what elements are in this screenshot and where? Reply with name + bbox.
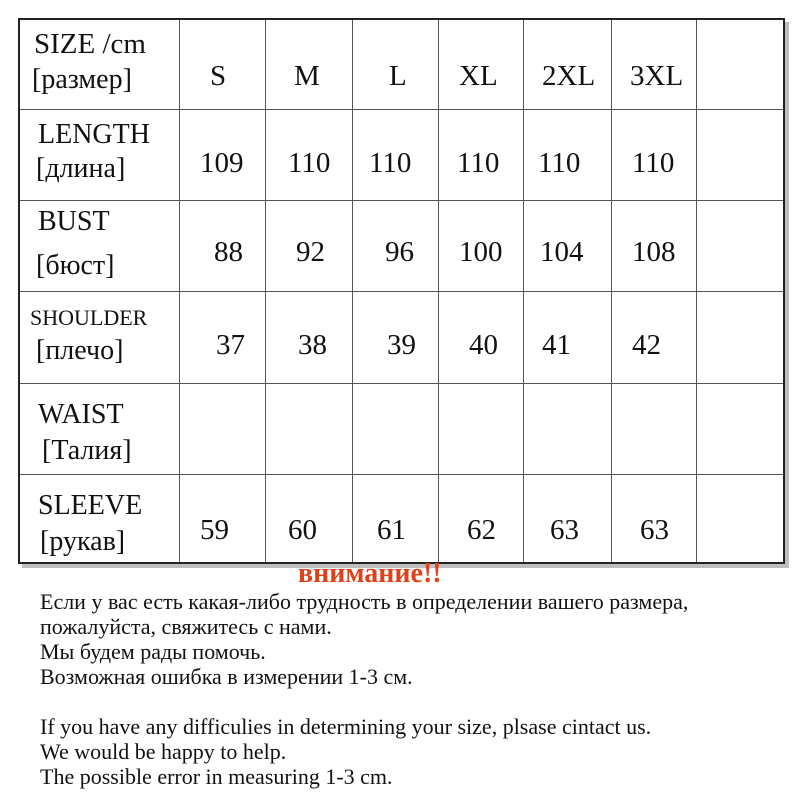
value: 110 <box>538 147 581 179</box>
value-cell <box>353 109 439 200</box>
size-header-cell <box>697 20 783 109</box>
value: 92 <box>296 236 325 268</box>
value-cell <box>353 383 439 474</box>
value-cell <box>439 474 524 562</box>
table-row <box>20 291 783 384</box>
row-label-en: BUST <box>38 206 110 237</box>
notice-en-line: The possible error in measuring 1-3 cm. <box>40 764 393 789</box>
value: 42 <box>632 329 661 361</box>
notice-en-line: We would be happy to help. <box>40 739 287 764</box>
row-label-cell <box>20 109 180 200</box>
value-cell <box>524 109 612 200</box>
value: 88 <box>214 236 243 268</box>
size-header-s: S <box>210 60 227 92</box>
value-cell <box>353 474 439 562</box>
notice-en-line: If you have any difficulies in determining your size, plsase cintact us. <box>40 714 652 739</box>
value-cell <box>266 291 353 383</box>
value-cell <box>266 200 353 291</box>
value: 39 <box>387 329 416 361</box>
size-header-cell <box>353 20 439 109</box>
value: 108 <box>632 236 676 268</box>
row-label-ru: [бюст] <box>36 250 115 281</box>
value-cell <box>524 474 612 562</box>
value: 60 <box>288 514 317 546</box>
table-row <box>20 474 783 562</box>
table-row <box>20 383 783 475</box>
size-header-cell <box>266 20 353 109</box>
value: 104 <box>540 236 584 268</box>
value-cell <box>180 474 266 562</box>
value-cell <box>697 109 783 200</box>
size-chart-table <box>18 18 785 564</box>
notice-ru-line: Если у вас есть какая-либо трудность в определении вашего размера, <box>40 589 689 614</box>
value: 110 <box>457 147 500 179</box>
value-cell <box>180 109 266 200</box>
size-header-cell <box>524 20 612 109</box>
value: 109 <box>200 147 244 179</box>
value: 110 <box>288 147 331 179</box>
value: 61 <box>377 514 406 546</box>
notice-ru-line: пожалуйста, свяжитесь с нами. <box>40 614 332 639</box>
row-label-cell <box>20 200 180 291</box>
value: 110 <box>369 147 412 179</box>
value-cell <box>524 383 612 474</box>
value-cell <box>266 383 353 474</box>
value-cell <box>612 109 697 200</box>
value-cell <box>353 200 439 291</box>
notice-ru-line: Возможная ошибка в измерении 1-3 см. <box>40 664 413 689</box>
row-label-ru: [плечо] <box>36 335 124 366</box>
size-header-xl: XL <box>459 60 498 92</box>
value-cell <box>266 474 353 562</box>
size-header-m: M <box>294 60 320 92</box>
notice-ru-line: Мы будем рады помочь. <box>40 639 266 664</box>
size-header-cell <box>612 20 697 109</box>
row-label-cell <box>20 383 180 474</box>
row-label-ru: [Талия] <box>42 435 132 466</box>
size-header-l: L <box>389 60 407 92</box>
value-cell <box>180 200 266 291</box>
size-header-3xl: 3XL <box>630 60 684 92</box>
value: 100 <box>459 236 503 268</box>
row-label-cell <box>20 474 180 562</box>
size-header-cell <box>439 20 524 109</box>
value-cell <box>524 200 612 291</box>
row-label-en: SLEEVE <box>38 490 143 521</box>
value-cell <box>697 474 783 562</box>
value: 62 <box>467 514 496 546</box>
header-label-cell <box>20 20 180 109</box>
size-header-cell <box>180 20 266 109</box>
value-cell <box>266 109 353 200</box>
size-label-ru: [размер] <box>32 64 132 95</box>
value-cell <box>439 109 524 200</box>
value: 37 <box>216 329 245 361</box>
attention-heading: внимание!! <box>298 558 442 589</box>
row-label-ru: [рукав] <box>40 526 126 557</box>
value: 59 <box>200 514 229 546</box>
value-cell <box>353 291 439 383</box>
size-unit-label: SIZE /cm <box>34 28 146 60</box>
value-cell <box>612 200 697 291</box>
value: 63 <box>640 514 669 546</box>
value-cell <box>612 291 697 383</box>
value: 96 <box>385 236 414 268</box>
value: 38 <box>298 329 327 361</box>
value-cell <box>439 200 524 291</box>
value: 41 <box>542 329 571 361</box>
value-cell <box>697 200 783 291</box>
table-row <box>20 109 783 201</box>
value-cell <box>180 291 266 383</box>
value-cell <box>612 383 697 474</box>
size-header-2xl: 2XL <box>542 60 596 92</box>
value-cell <box>697 383 783 474</box>
row-label-en: LENGTH <box>38 119 150 150</box>
row-label-cell <box>20 291 180 383</box>
value: 110 <box>632 147 675 179</box>
table-row <box>20 200 783 292</box>
value-cell <box>180 383 266 474</box>
value-cell <box>612 474 697 562</box>
value-cell <box>439 383 524 474</box>
value: 63 <box>550 514 579 546</box>
row-label-en: SHOULDER <box>30 305 148 330</box>
value: 40 <box>469 329 498 361</box>
value-cell <box>697 291 783 383</box>
value-cell <box>524 291 612 383</box>
row-label-ru: [длина] <box>36 153 126 184</box>
row-label-en: WAIST <box>38 399 124 430</box>
value-cell <box>439 291 524 383</box>
header-row <box>20 20 783 110</box>
